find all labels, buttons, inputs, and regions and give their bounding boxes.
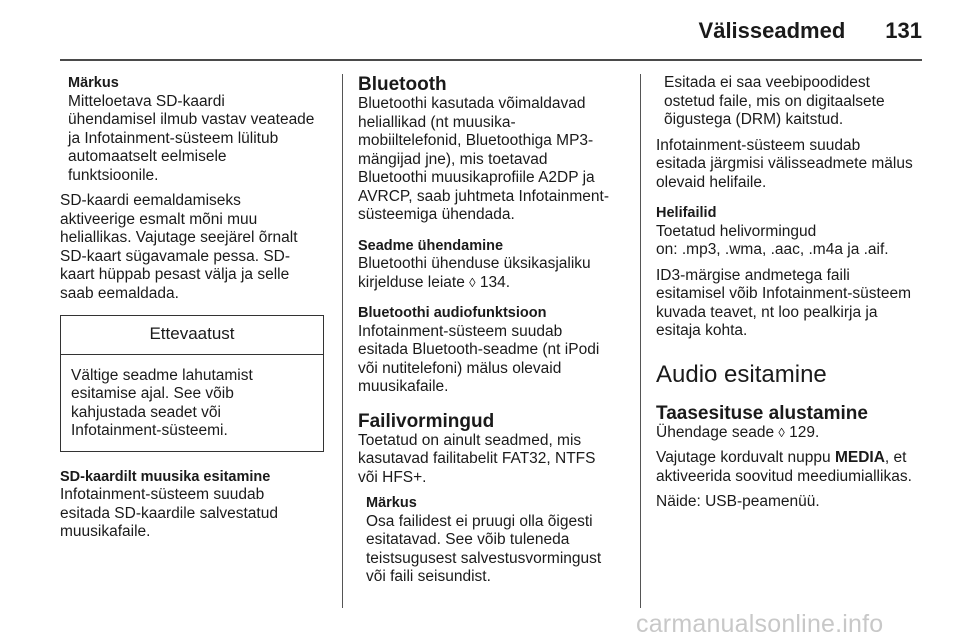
note-title-2: Märkus [366,495,417,511]
bluetooth-paragraph: Bluetoothi kasutada võimaldavad heliallikad (nt muusika- mobiiltelefonid, Bluetoothiga MP3- mängijad jne), mis toetavad Bluetoothi muusikaprofiile A2DP ja AVRCP, saab juhtmeta Infotainment- süsteemiga ühendada. [358,95,610,223]
drm-note-continued: Esitada ei saa veebipoodidest ostetud faile, mis on digitaalsete õigustega (DRM) kaitstud. [664,74,885,128]
column-divider-1 [342,74,343,608]
connect-page-ref: 134. [475,273,511,291]
file-formats-paragraph: Toetatud on ainult seadmed, mis kasutavad failitabelit FAT32, NTFS või HFS+. [358,431,596,486]
connect-device-text: Ühendage seade [656,423,779,441]
audio-function-paragraph: Infotainment-süsteem suudab esitada Bluetooth-seadme (nt iPodi või nutitelefoni) mälus olevaid muusikafaile. [358,322,600,395]
sd-removal-paragraph: SD-kaardi eemaldamiseks aktiveerige esmalt mõni muu heliallikas. Vajutage seejärel õrnalt SD-kaart sügavamale pessa. SD- kaart hüppab pesast välja ja selle saab eemaldada. [60,192,298,302]
connect-device-page-ref: 129. [784,423,820,441]
audio-function-subheading: Bluetoothi audiofunktsioon [358,305,547,321]
column-3 [656,74,924,519]
supported-files-paragraph: Infotainment-süsteem suudab esitada järgmisi välisseadmete mälus olevaid helifaile. [656,136,913,191]
column-divider-2 [640,74,641,608]
audio-files-paragraph: Toetatud helivormingud on: .mp3, .wma, .aac, .m4a ja .aif. [656,222,889,258]
connect-paragraph [358,255,628,292]
press-media-paragraph [656,449,924,486]
note-box [68,74,330,185]
page-title: Välisseadmed [698,18,846,43]
connect-text: Bluetoothi ühenduse üksikasjaliku kirjelduse leiate [358,255,591,291]
header-rule [60,59,922,61]
column-2 [358,74,628,594]
note-text-2: Osa failidest ei pruugi olla õigesti esitatavad. See võib tuleneda teistsugusest salvestusvormingust või faili seisundist. [366,512,602,585]
column-1 [60,74,330,549]
caution-text: Vältige seadme lahutamist esitamise ajal. See võib kahjustada seadet või Infotainment-süsteemi. [71,366,253,439]
sd-music-subheading: SD-kaardilt muusika esitamine [60,468,271,485]
page-ref-arrow-icon: ◊ [778,424,785,440]
start-playback-heading: Taasesituse alustamine [656,402,868,424]
press-text: Vajutage korduvalt nuppu [656,449,835,466]
sd-music-paragraph: Infotainment-süsteem suudab esitada SD-kaardile salvestatud muusikafaile. [60,486,278,540]
page-ref-arrow-icon: ◊ [469,274,476,290]
caution-box [60,315,324,452]
media-button-label: MEDIA [834,449,885,466]
note-title: Märkus [68,75,119,91]
note-box-2 [366,494,628,587]
caution-title: Ettevaatust [61,316,323,355]
example-paragraph: Näide: USB-peamenüü. [656,493,820,510]
note-text: Mitteloetava SD-kaardi ühendamisel ilmub vastav veateade ja Infotainment-süsteem lülitub automaatselt eelmisele funktsioonile. [68,92,315,184]
id3-paragraph: ID3-märgise andmetega faili esitamisel võib Infotainment-süsteem kuvada teavet, nt loo pealkirja ja esitaja kohta. [656,266,912,339]
audio-playback-heading: Audio esitamine [656,360,827,388]
watermark: carmanualsonline.info [636,610,884,638]
bluetooth-heading: Bluetooth [358,74,447,95]
file-formats-heading: Failivormingud [358,410,495,432]
audio-files-subheading: Helifailid [656,205,717,221]
page-header [0,18,922,48]
press-text-after: , et aktiveerida soovitud meediumiallikas. [656,449,912,485]
connect-device-paragraph [656,424,924,443]
page-number: 131 [885,18,922,43]
connect-subheading: Seadme ühendamine [358,237,504,254]
